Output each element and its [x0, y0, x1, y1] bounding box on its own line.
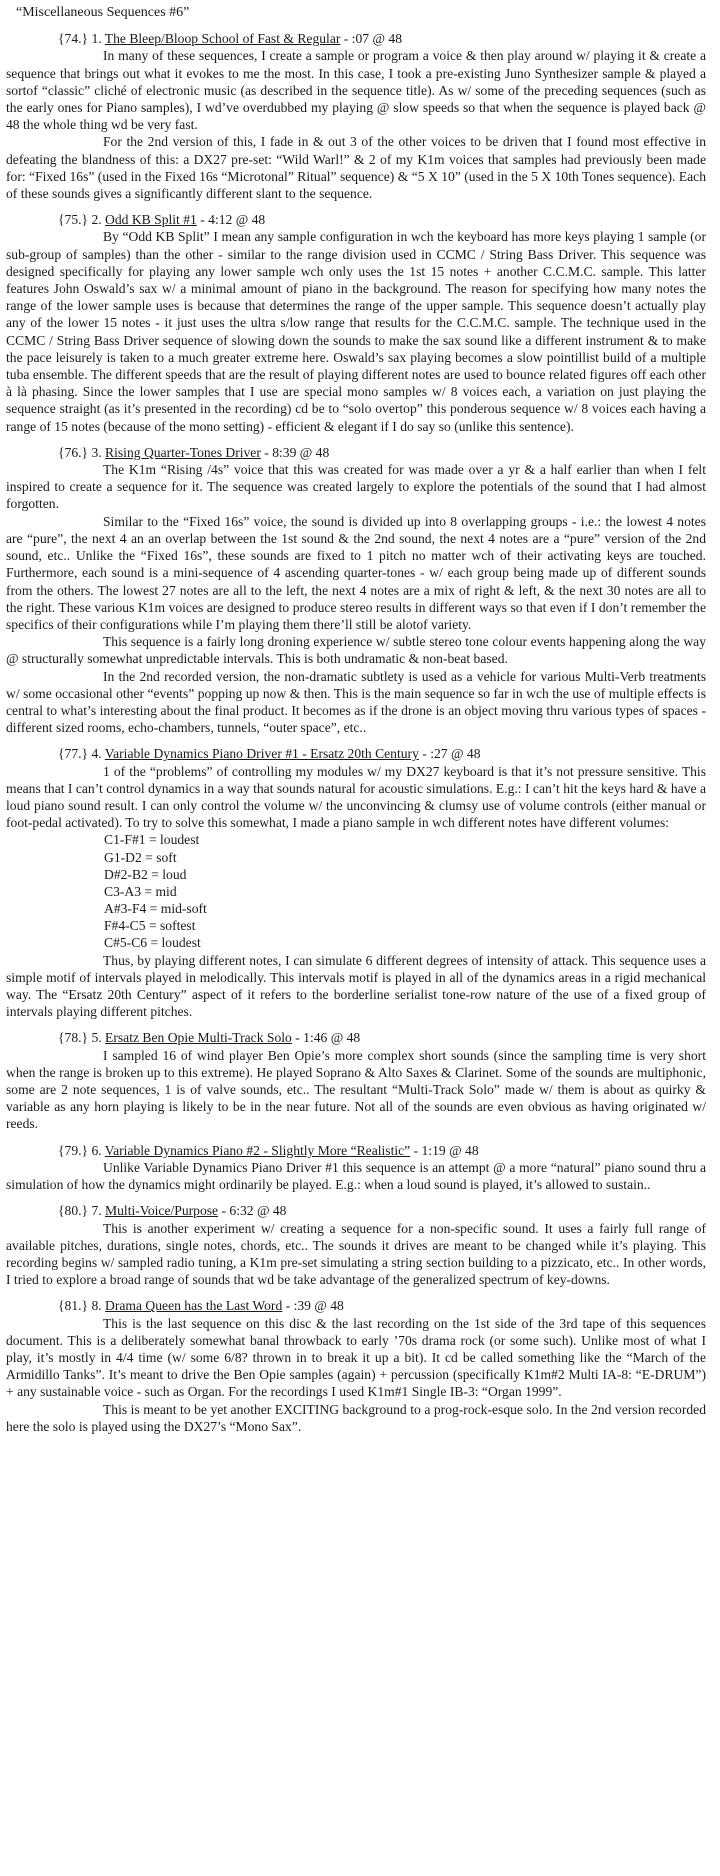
entry-timing: - :07 @ 48 — [340, 31, 403, 47]
entry-paragraph: For the 2nd version of this, I fade in & out 3 of the other voices to be driven that I found most effective in defeating the blandness of this: a DX27 pre-set: “Wild Warl!” & 2 of my K1m voices that samples had previously been made for: “Fixed 16s” (used in the Fixed 16s “Microtonal” Ritual” sequence) & “5 X 10” (used in the 5 X 10th Tones sequence). Each of these sounds gives a significantly different slant to the sequence. — [6, 134, 706, 202]
entry-title: Multi-Voice/Purpose — [105, 1203, 219, 1219]
entry-74 — [6, 30, 706, 202]
entry-heading — [6, 1029, 706, 1046]
entry-title: Ersatz Ben Opie Multi-Track Solo — [105, 1030, 292, 1046]
entry-paragraph: Similar to the “Fixed 16s” voice, the sound is divided up into 8 overlapping groups - i.e.: the lowest 4 notes are “pure”, the next 4 an an overlap between the 1st sound & the 2nd sound, the next 4 notes are a “pure” version of the 2nd sound, etc.. Unlike the “Fixed 16s”, these sounds are fixed to 1 pitch no matter wch of their activating keys are touched. Furthermore, each sound is a mini-sequence of 4 ascending quarter-tones - w/ each group being made up of different sounds from the others. The lowest 27 notes are all to the left, the next 4 notes are a mix of right & left, & the next 30 notes are all to the right. These various K1m voices are designed to produce stereo results in different ways so that even if I don’t remember the specifics of their configurations while I’m playing them there’ll still be alotof variety. — [6, 513, 706, 632]
entry-timing: - :27 @ 48 — [418, 746, 481, 762]
entry-paragraph: In the 2nd recorded version, the non-dramatic subtlety is used as a vehicle for various Multi-Verb treatments w/ some occasional other “events” popping up now & then. This is the main sequence so far in wch the use of multiple effects is central to what’s interesting about the final product. It becomes as if the drone is an object moving thru various types of spaces - different sized rooms, echo-chambers, tunnels, “outer space”, etc.. — [6, 668, 706, 736]
entry-80 — [6, 1202, 706, 1288]
entry-heading — [6, 1297, 706, 1314]
volume-item: C3-A3 = mid — [104, 883, 177, 899]
volume-item: G1-D2 = soft — [104, 849, 177, 865]
entry-timing: - 6:32 @ 48 — [218, 1203, 287, 1219]
entry-81 — [6, 1297, 706, 1435]
volume-item: A#3-F4 = mid-soft — [104, 901, 207, 917]
entry-title: Rising Quarter-Tones Driver — [105, 444, 261, 460]
entry-number: {75.} 2. — [58, 212, 106, 228]
entry-title: Variable Dynamics Piano #2 - Slightly More “Realistic” — [104, 1142, 411, 1158]
entry-paragraph: This is meant to be yet another EXCITING background to a prog-rock-esque solo. In the 2nd version recorded here the solo is played using the DX27’s “Mono Sax”. — [6, 1401, 706, 1434]
entry-79 — [6, 1142, 706, 1194]
volume-item: C1-F#1 = loudest — [104, 832, 200, 848]
entry-title: Variable Dynamics Piano Driver #1 - Ersatz 20th Century — [104, 746, 419, 762]
entry-paragraph: By “Odd KB Split” I mean any sample configuration in wch the keyboard has more keys playing 1 sample (or sub-group of samples) than the other - similar to the range division used in CCMC / String Bass Driver. This sequence was designed specifically for playing any lower sample wch only uses the 1st 15 notes + another C.C.M.C. sample. This latter features John Oswald’s sax w/ a minimal amount of piano in the background. The reason for specifying how many notes the range of the lower sample uses is because that determines the range of the upper sample. This sequence doesn’t actually play any of the lower 15 notes - it just uses the ultra s/low range that results for the C.C.M.C. sample. The technique used in the CCMC / String Bass Driver sequence of slowing down the sounds to make the sax sound like a different instrument & to make the pace leisurely is taken to a much greater extreme here. Oswald’s sax playing becomes a slow pointillist build of a multiple tuba ensemble. The different speeds that are the result of playing different notes are used to bounce related figures off each other à là phasing. Since the lower samples that I use are special mono samples w/ 8 voices each, a variation on just playing the sequence straight (as it’s presented in the recording) cd be to “solo overtop” this ponderous sequence w/ 8 voices each having a range of 15 notes (because of the mono setting) - efficient & elegant if I do say so (unlike this sentence). — [6, 229, 706, 434]
entry-title: The Bleep/Bloop School of Fast & Regular — [104, 31, 341, 47]
entry-timing: - :39 @ 48 — [282, 1298, 344, 1314]
entry-timing: - 1:46 @ 48 — [291, 1030, 361, 1046]
entry-paragraph: This sequence is a fairly long droning experience w/ subtle stereo tone colour events happening along the way @ structurally somewhat unpredictable intervals. This is both undramatic & non-beat based. — [6, 634, 706, 667]
entry-timing: - 1:19 @ 48 — [410, 1142, 479, 1158]
volume-list — [6, 831, 706, 951]
entry-paragraph: Unlike Variable Dynamics Piano Driver #1 this sequence is an attempt @ a more “natural” piano sound thru a simulation of how the dynamics might ordinarily be played. E.g.: when a loud sound is played, it’s allowed to sustain.. — [6, 1159, 706, 1193]
entry-number: {78.} 5. — [58, 1030, 106, 1046]
entry-number: {80.} 7. — [58, 1203, 106, 1219]
document-title: “Miscellaneous Sequences #6” — [16, 5, 190, 20]
entry-timing: - 8:39 @ 48 — [260, 444, 330, 460]
entry-number: {76.} 3. — [58, 444, 106, 460]
entry-number: {74.} 1. — [58, 31, 105, 47]
entry-paragraph: This is another experiment w/ creating a sequence for a non-specific sound. It uses a fairly full range of available pitches, durations, single notes, chords, etc.. The sounds it drives are meant to be changed while it’s playing. This recording begins w/ sampled radio tuning, a K1m pre-set simulating a string section building to a pizzicato, etc.. In other words, I tried to explore a broad range of sounds that wd be take advantage of the generalized spectrum of key-downs. — [6, 1220, 706, 1288]
entry-paragraph: Thus, by playing different notes, I can simulate 6 different degrees of intensity of attack. This sequence uses a simple motif of intervals played in melodically. This intervals motif is played in all of the dynamics areas in a rigid mechanical way. The “Ersatz 20th Century” aspect of it refers to the borderline serialist tone-row nature of the use of a fixed group of intervals playing different pitches. — [6, 952, 706, 1020]
entry-75 — [6, 211, 706, 435]
entry-77 — [6, 745, 706, 1020]
entry-title: Odd KB Split #1 — [105, 212, 197, 228]
entry-78 — [6, 1029, 706, 1132]
entry-paragraph: The K1m “Rising /4s” voice that this was created for was made over a yr & a half earlier than when I felt inspired to create a sequence for it. The sequence was created largely to explore the potentials of the sound that I had almost forgotten. — [6, 462, 706, 512]
entry-number: {79.} 6. — [58, 1142, 105, 1158]
entry-number: {77.} 4. — [58, 746, 105, 762]
entry-heading — [6, 30, 706, 47]
volume-item: F#4-C5 = softest — [104, 918, 196, 934]
entry-title: Drama Queen has the Last Word — [105, 1298, 283, 1314]
entry-heading — [6, 1142, 706, 1159]
entry-timing: - 4:12 @ 48 — [196, 212, 266, 228]
volume-item: C#5-C6 = loudest — [104, 935, 201, 951]
entry-heading — [6, 745, 706, 762]
entry-paragraph: This is the last sequence on this disc & the last recording on the 1st side of the 3rd tape of this sequences document. This is a deliberately somewhat banal throwback to early ’70s drama rock (or some such). Unlike most of what I play, it’s mostly in 4/4 time (w/ some 6/8? thrown in to break it up a bit). It cd be called something like the “March of the Armidillo Tanks”. It’s meant to drive the Ben Opie samples (again) + percussion (specifically K1m#2 Multi IA-8: “E-DRUM”) + any sustainable voice - such as Organ. For the recordings I used K1m#1 Single IB-3: “Organ 1999”. — [6, 1315, 706, 1400]
entry-number: {81.} 8. — [58, 1298, 106, 1314]
entry-paragraph: In many of these sequences, I create a sample or program a voice & then play around w/ playing it & create a sequence that brings out what it evokes to me the most. In this case, I took a pre-existing Juno Synthesizer sample & played a sortof “classic” cliché of electronic music (as described in the sequence title). As w/ some of the preceding sequences (such as the early ones for Piano samples), I wd’ve overdubbed my playing @ slow speeds so that when the sequence is played back @ 48 the whole thing wd be very fast. — [6, 48, 706, 133]
volume-item: D#2-B2 = loud — [104, 866, 187, 882]
entry-heading — [6, 1202, 706, 1219]
entry-heading — [6, 444, 706, 461]
entry-heading — [6, 211, 706, 228]
entry-paragraph: 1 of the “problems” of controlling my modules w/ my DX27 keyboard is that it’s not pressure sensitive. This means that I can’t control dynamics in a way that sounds natural for acoustic simulations. E.g.: I can’t hit the keys hard & have a loud piano sound result. I can only control the volume w/ the unconvincing & clumsy use of volume controls (either manual or foot-pedal activated). To try to solve this somewhat, I made a piano sample in wch different notes have different volumes: — [6, 763, 706, 831]
entry-76 — [6, 444, 706, 736]
entry-paragraph: I sampled 16 of wind player Ben Opie’s more complex short sounds (since the sampling time is very short when the range is broken up to this extreme). He played Soprano & Alto Saxes & Clarinet. Some of the sounds are multiphonic, some are 2 note sequences, 1 is of valve sounds, etc.. The resultant “Multi-Track Solo” made w/ them is about as quirky & variable as any horn playing is likely to be in the near future. Not all of the sounds are even obvious as having originated w/ reeds. — [6, 1047, 706, 1132]
